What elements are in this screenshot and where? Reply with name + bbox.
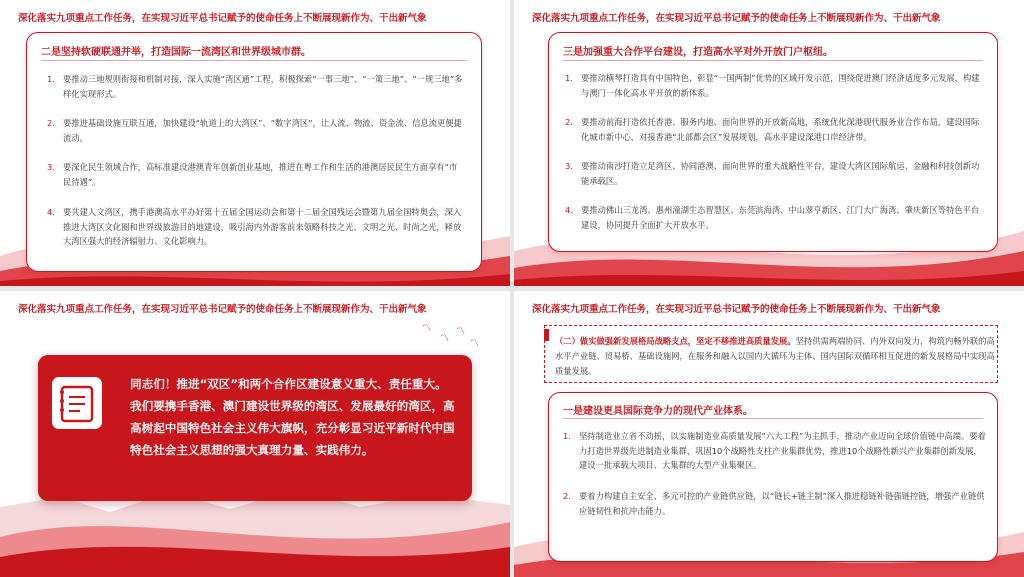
item-text: 要推动南沙打造立足湾区、协同港澳、面向世界的重大战略性平台，建设大湾区国际航运、金融和科技创新功能承载区。 [581, 161, 980, 186]
content-card [548, 392, 998, 562]
content-card [548, 32, 998, 252]
item-text: 要深化民生领域合作，高标准建设港澳青年创新创业基地，推进在粤工作和生活的港澳居民民生方面享有“市民待遇”。 [63, 162, 458, 187]
item-number: 1. [47, 74, 55, 84]
list-item [565, 203, 985, 232]
slide-1[interactable] [0, 0, 510, 286]
list-item [47, 116, 465, 145]
list-item [563, 429, 989, 473]
item-number: 2. [563, 491, 571, 501]
card-title: 一是建设更具国际竞争力的现代产业体系。 [563, 406, 753, 417]
slide-header: 深化落实九项重点工作任务，在实现习近平总书记赋予的使命任务上不断展现新作为、干出新气象 [532, 304, 941, 315]
item-number: 1. [563, 431, 571, 441]
item-text: 要推动三地规则衔接和机制对接，深入实施“湾区通”工程，积极探索“一事三地”、“一策三地”、“一规三地”多样化实现形式。 [63, 74, 463, 99]
card-title: 二是坚持软硬联通并举，打造国际一流湾区和世界级城市群。 [41, 47, 311, 58]
item-number: 4. [565, 205, 573, 215]
item-number: 3. [47, 162, 55, 172]
list-item [563, 489, 989, 518]
title-divider [563, 418, 983, 419]
item-number: 1. [565, 73, 573, 83]
intro-paragraph [555, 334, 995, 379]
summary-box [38, 355, 472, 501]
slide-header: 深化落实九项重点工作任务，在实现习近平总书记赋予的使命任务上不断展现新作为、干出新气象 [18, 13, 427, 24]
bird-icon: 〽 [456, 327, 466, 337]
item-text: 要推进基础设施互联互通，加快建设“轨道上的大湾区”、“数字湾区”，让人流、物流、资金流、信息流更便捷流动。 [63, 118, 462, 143]
bird-icon: 〽 [470, 339, 480, 349]
item-text: 坚持制造业立省不动摇，以实施制造业高质量发展“六大工程”为主抓手，推动产业迈向全球价值链中高端。要着力打造世界级先进制造业集群，巩固10个战略性支柱产业集群优势，推进10个战略性新兴产业集群创新发展，建设一批承载大项目、大集群的大型产业集聚区。 [579, 431, 986, 470]
content-card [26, 32, 482, 272]
item-number: 4. [47, 207, 55, 217]
accent-bar [544, 329, 549, 341]
list-item [47, 205, 465, 249]
item-text: 要共建人文湾区，携手港澳高水平办好第十五届全国运动会和第十二届全国残运会暨第九届全国特奥会，深入推进大湾区文化圈和世界级旅游目的地建设，吸引海内外游客前来领略科技之光、文明之光、时尚之光，释放大湾区强大的经济辐射力、文化影响力。 [63, 207, 462, 246]
card-title: 三是加强重大合作平台建设，打造高水平对外开放门户枢纽。 [563, 47, 833, 58]
notebook-icon [52, 377, 102, 429]
list-item [565, 115, 985, 144]
summary-text: 同志们！推进“双区”和两个合作区建设意义重大、责任重大。我们要携手香港、澳门建设世界级的湾区、发展最好的湾区，高高树起中国特色社会主义伟大旗帜，充分彰显习近平新时代中国特色社会主义思想的强大真理力量、实践伟力。 [130, 377, 455, 457]
slide-2[interactable] [514, 0, 1024, 286]
list-item [565, 71, 985, 100]
item-text: 要推动佛山三龙湾、惠州潼湖生态智慧区、东莞滨海湾、中山翠亨新区、江门大广海湾、肇庆新区等特色平台建设，协同提升全面扩大开放水平。 [581, 205, 980, 230]
item-number: 2. [47, 118, 55, 128]
intro-text: 坚持供需两端协同、内外双向发力，构筑内畅外联的高水平产业链、贸易桥、基础设施网，在服务和融入以国内大循环为主体、国内国际双循环相互促进的新发展格局中实现高质量发展。 [555, 336, 995, 376]
title-divider [41, 60, 467, 61]
slide-3[interactable] [0, 291, 510, 577]
item-number: 2. [565, 117, 573, 127]
list-item [47, 160, 465, 189]
intro-highlight: （二）做实做强新发展格局战略支点，坚定不移推进高质量发展。 [555, 336, 796, 346]
list-item [565, 159, 985, 188]
slide-header: 深化落实九项重点工作任务，在实现习近平总书记赋予的使命任务上不断展现新作为、干出新气象 [18, 304, 427, 315]
item-text: 要着力构建自主安全、多元可控的产业链供应链，以“链长+链主制”深入推进稳链补链强链控链，增强产业链供应链韧性和抗冲击能力。 [579, 491, 985, 516]
list-item [47, 72, 465, 101]
item-text: 要推动横琴打造具有中国特色、彰显“一国两制”优势的区域开发示范，围绕促进澳门经济适度多元发展，构建与澳门一体化高水平开放的新体系。 [581, 73, 980, 98]
bird-icon: 〽 [422, 324, 432, 334]
title-divider [563, 60, 983, 61]
slide-header: 深化落实九项重点工作任务，在实现习近平总书记赋予的使命任务上不断展现新作为、干出新气象 [532, 13, 941, 24]
item-number: 3. [565, 161, 573, 171]
item-text: 要推动前海打造依托香港、服务内地、面向世界的开放新高地，系统优化深港现代服务业合作布局，建设国际化城市新中心，对接香港“北部都会区”发展规划，高水平建设深港口岸经济带。 [581, 117, 980, 142]
bird-icon: 〽 [440, 334, 450, 344]
slide-4[interactable] [514, 291, 1024, 577]
intro-box [544, 325, 998, 383]
